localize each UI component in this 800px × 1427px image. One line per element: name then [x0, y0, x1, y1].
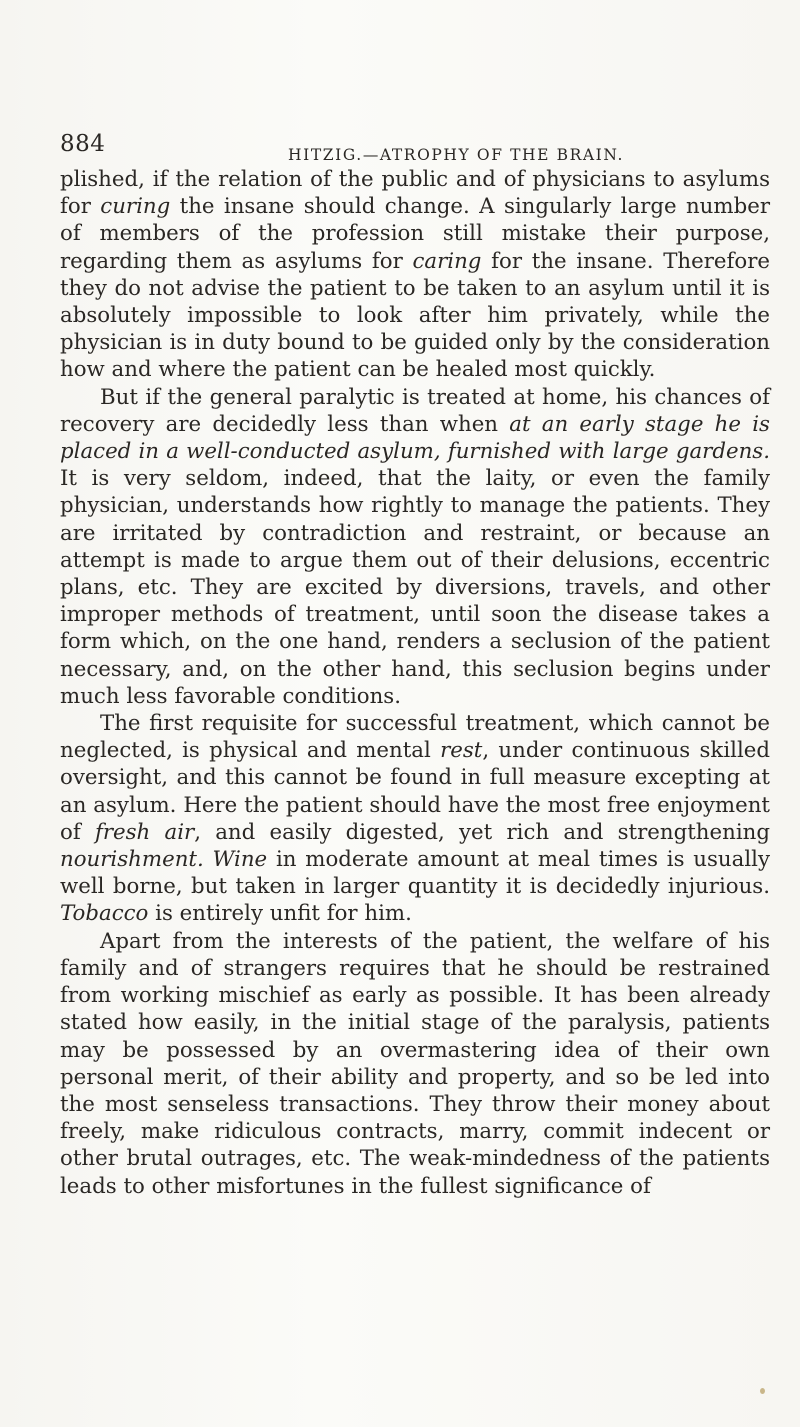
italic-text: curing: [100, 194, 171, 220]
italic-text: Tobacco: [60, 901, 149, 927]
paper-speck: [760, 1388, 765, 1394]
text-run: the insane should change. A singularly large number of members of the profession still mistake their purpose, regarding them as asylums for: [60, 194, 770, 274]
text-run: Apart from the interests of the patient, the welfare of his family and of strangers requires that he should be restrained from working mischief as early as possible. It has been already stated how easily, in the initial stage of the paralysis, patients may be possessed by an overmastering idea of their own personal merit, of their ability and property, and so be led into the most senseless transactions. They throw their money about freely, make ridiculous contracts, marry, commit indecent or other brutal outrages, etc. The weak-mindedness of the patients leads to other misfortunes in the fullest significance of: [60, 928, 770, 1199]
text-run: , and easily digested, yet rich and strengthening: [194, 819, 770, 845]
italic-text: caring: [412, 248, 482, 274]
paragraph-4: [60, 928, 770, 1200]
paragraph-2: [60, 384, 770, 710]
italic-text: at an early stage he is placed in a well-conducted asylum, furnished with large gardens.: [60, 411, 770, 465]
text-run: for the insane. Therefore they do not advise the patient to be taken to an asylum until it is absolutely impossible to look after him privately, while the physician is in duty bound to be guided only by the consideration how and where the patient can be healed most quickly.: [60, 248, 770, 383]
text-run: The first requisite for successful treatment, which cannot be neglected, is physical and mental: [60, 711, 770, 764]
text-run: But if the general paralytic is treated at home, his chances of recovery are decidedly less than when: [60, 384, 770, 437]
text-run: It is very seldom, indeed, that the laity, or even the family physician, understands how rightly to manage the patients. They are irritated by contradiction and restraint, or because an attempt is made to argue them out of their delusions, eccentric plans, etc. They are excited by diversions, travels, and other improper methods of treatment, until soon the disease takes a form which, on the one hand, renders a seclusion of the patient necessary, and, on the other hand, this seclusion begins under much less favorable conditions.: [60, 466, 770, 709]
paragraph-3: [60, 710, 770, 928]
text-run: [204, 847, 213, 872]
italic-text: Wine: [212, 847, 268, 873]
text-run: , under continuous skilled oversight, and this cannot be found in full measure excepting at an asylum. Here the patient should have the most free enjoyment of: [60, 738, 770, 845]
italic-text: fresh air: [94, 819, 195, 845]
italic-text: nourishment.: [60, 847, 204, 873]
text-run: is entirely unfit for him.: [148, 901, 412, 927]
text-run: plished, if the relation of the public and of physicians to asylums for: [60, 167, 770, 220]
paragraph-1: [60, 166, 770, 384]
italic-text: rest: [440, 738, 483, 764]
page-header: [60, 131, 760, 171]
body-text: [60, 166, 770, 1200]
running-head: HITZIG.—ATROPHY OF THE BRAIN.: [288, 146, 625, 164]
page-number: 884: [60, 131, 106, 157]
text-run: in moderate amount at meal times is usually well borne, but taken in larger quantity it is decidedly injurious.: [60, 847, 770, 900]
